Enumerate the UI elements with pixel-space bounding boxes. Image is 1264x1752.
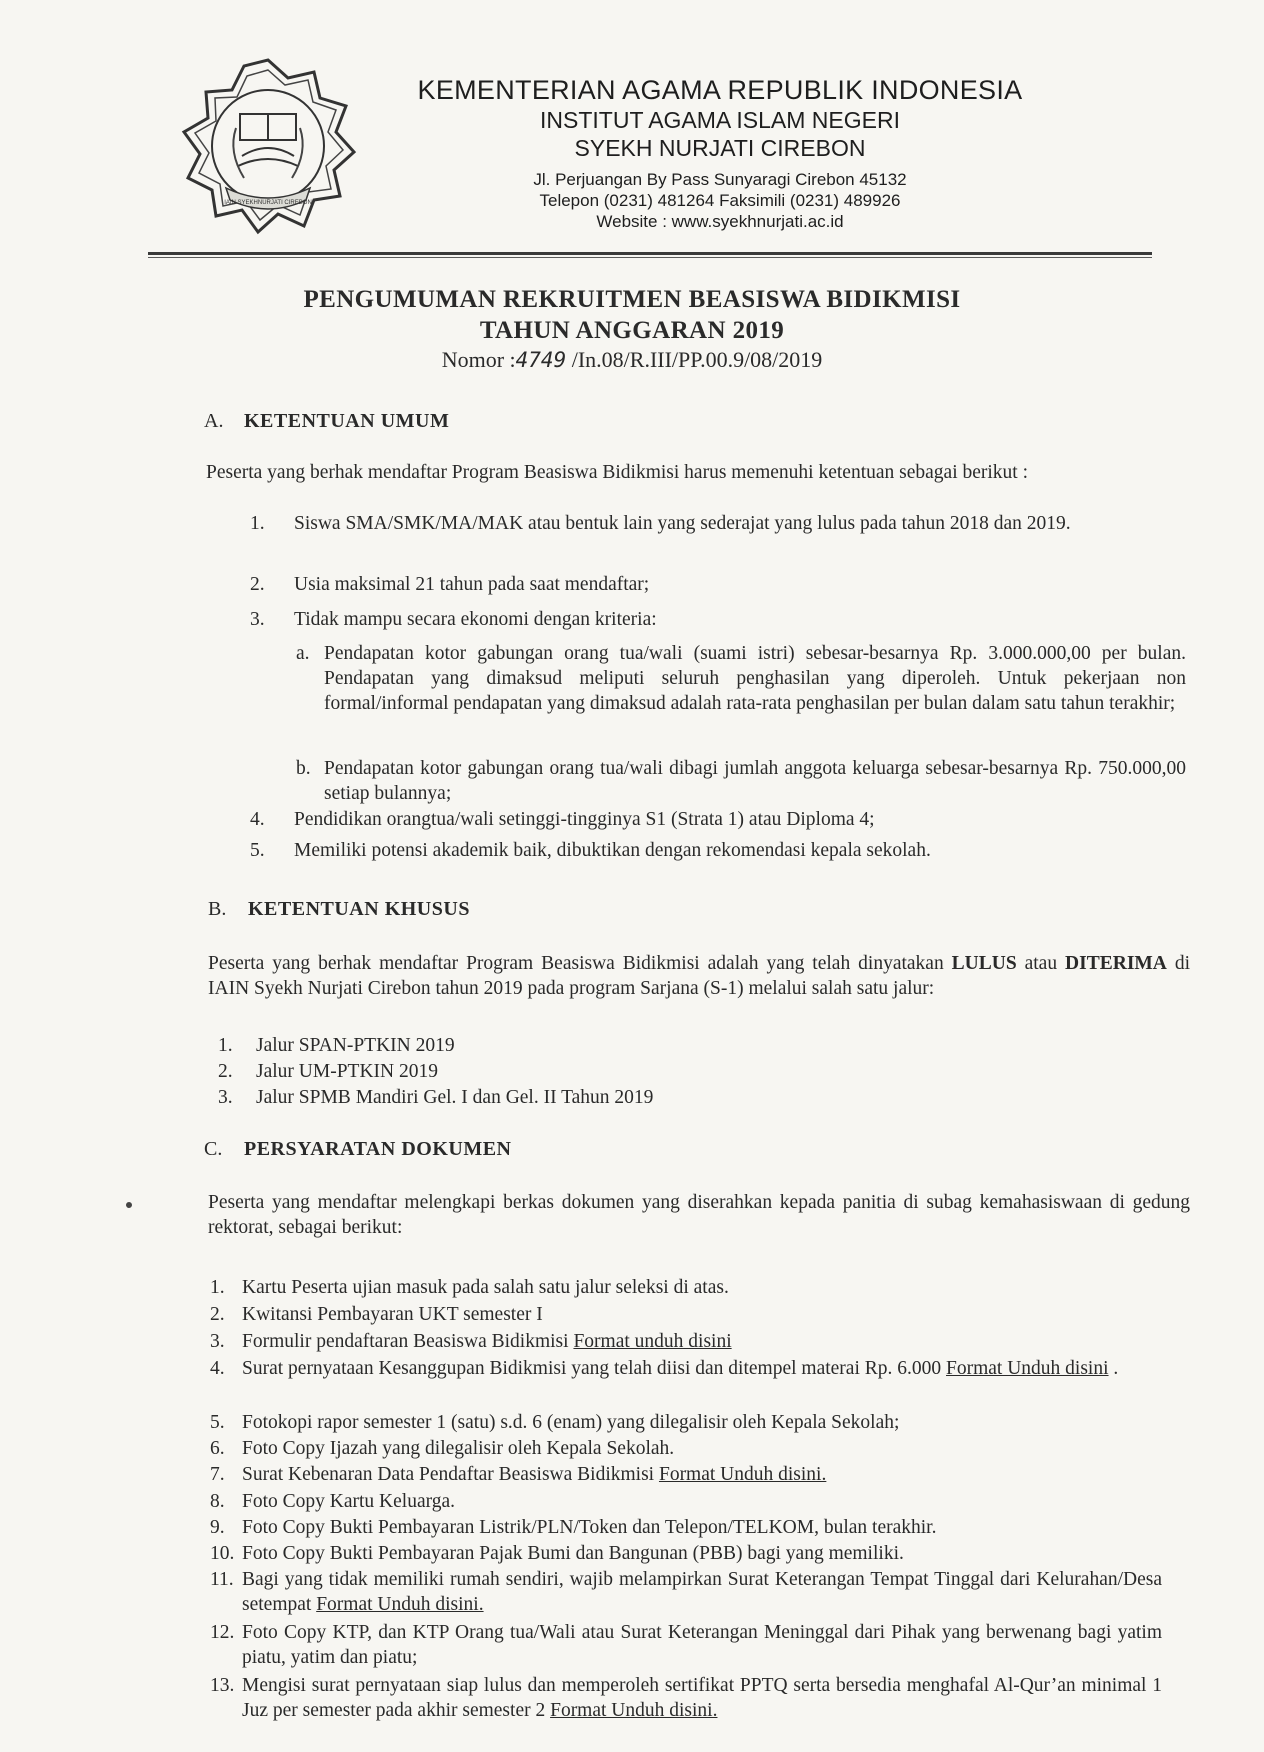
item-text-body: Kartu Peserta ujian masuk pada salah satu jalur seleksi di atas. <box>242 1277 729 1298</box>
item-text: Jalur SPMB Mandiri Gel. I dan Gel. II Tahun 2019 <box>256 1087 654 1108</box>
letterhead-divider <box>148 252 1152 255</box>
item-text-body: Foto Copy Ijazah yang dilegalisir oleh Kepala Sekolah. <box>242 1438 675 1459</box>
item-number: 4. <box>210 1358 225 1379</box>
item-text <box>242 1515 1162 1540</box>
item-text: Pendidikan orangtua/wali setinggi-tingginya S1 (Strata 1) atau Diploma 4; <box>294 809 875 830</box>
item-text: Memiliki potensi akademik baik, dibuktikan dengan rekomendasi kepala sekolah. <box>294 840 931 861</box>
section-c-intro: Peserta yang mendaftar melengkapi berkas dokumen yang diserahkan kepada panitia di subag kemahasiswaan di gedung rektorat, sebagai berikut: <box>208 1192 1190 1238</box>
item-number: 3. <box>210 1331 225 1352</box>
item-text-body: Kwitansi Pembayaran UKT semester I <box>242 1304 543 1325</box>
intro-text: di IAIN Syekh Nurjati Cirebon tahun 2019 pada program Sarjana (S-1) melalui salah satu jalur: <box>208 953 1191 999</box>
item-number: 3. <box>250 609 265 630</box>
intro-text: Peserta yang berhak mendaftar Program Beasiswa Bidikmisi adalah yang telah dinyatakan <box>208 953 952 974</box>
item-text-body: Foto Copy KTP, dan KTP Orang tua/Wali atau Surat Keterangan Meninggal dari Pihak yang berwenang bagi yatim piatu, yatim dan piatu; <box>242 1622 1162 1668</box>
download-link[interactable]: Format Unduh disini. <box>316 1594 484 1615</box>
phone-fax: Telepon (0231) 481264 Faksimili (0231) 489926 <box>539 191 901 210</box>
item-number: 10. <box>210 1543 235 1564</box>
download-link[interactable]: Format Unduh disini <box>946 1358 1109 1379</box>
section-a-letter: A. <box>204 410 224 432</box>
item-text <box>242 1329 1162 1354</box>
campus-name: SYEKH NURJATI CIREBON <box>574 135 866 161</box>
item-text: Siswa SMA/SMK/MA/MAK atau bentuk lain yang sederajat yang lulus pada tahun 2018 dan 2019. <box>294 513 1071 534</box>
logo-ribbon-text: IAIN SYEKHNURJATI CIREBON <box>224 200 312 206</box>
number-handwritten: 4749 <box>515 348 567 372</box>
item-number: 3. <box>218 1087 233 1108</box>
section-b-title: KETENTUAN KHUSUS <box>248 898 470 920</box>
item-text <box>242 1356 1162 1381</box>
item-number: 9. <box>210 1517 225 1538</box>
item-number: 5. <box>250 840 265 861</box>
item-number: 2. <box>218 1061 233 1082</box>
item-number: 7. <box>210 1464 225 1485</box>
item-text-body: Surat Kebenaran Data Pendaftar Beasiswa Bidikmisi <box>242 1464 659 1485</box>
title-line-2: TAHUN ANGGARAN 2019 <box>479 317 785 344</box>
section-b-heading <box>208 898 470 921</box>
item-text: Tidak mampu secara ekonomi dengan kriteria: <box>294 609 657 630</box>
download-link[interactable]: Format unduh disini <box>573 1331 732 1352</box>
item-text-body: Foto Copy Bukti Pembayaran Listrik/PLN/Token dan Telepon/TELKOM, bulan terakhir. <box>242 1517 937 1538</box>
section-c-heading <box>204 1138 511 1161</box>
section-a-heading <box>204 410 449 433</box>
item-text-body: Formulir pendaftaran Beasiswa Bidikmisi <box>242 1331 574 1352</box>
item-text <box>242 1275 1162 1300</box>
intro-bold-diterima: DITERIMA <box>1065 953 1167 974</box>
item-number: 1. <box>250 513 265 534</box>
download-link[interactable]: Format Unduh disini. <box>550 1700 718 1721</box>
item-text: Usia maksimal 21 tahun pada saat mendaftar; <box>294 574 650 595</box>
intro-text: atau <box>1016 953 1066 974</box>
item-number: 1. <box>218 1035 233 1056</box>
section-c-letter: C. <box>204 1138 223 1160</box>
letterhead-divider-thin <box>148 257 1152 258</box>
item-number: 2. <box>210 1304 225 1325</box>
number-prefix: Nomor : <box>441 347 516 372</box>
announcement-title <box>200 284 1064 374</box>
item-text: Jalur UM-PTKIN 2019 <box>256 1061 438 1082</box>
item-text <box>242 1302 1162 1327</box>
item-text-body: Mengisi surat pernyataan siap lulus dan memperoleh sertifikat PPTQ serta bersedia menghafal Al-Qur’an minimal 1 Juz per semester pada akhir semester 2 <box>242 1675 1162 1721</box>
item-number: 2. <box>250 574 265 595</box>
item-text <box>242 1620 1162 1670</box>
document-number <box>200 346 1064 374</box>
section-a-intro: Peserta yang berhak mendaftar Program Beasiswa Bidikmisi harus memenuhi ketentuan sebagai berikut : <box>206 462 1029 483</box>
item-text <box>242 1567 1162 1617</box>
letterhead <box>370 74 1070 232</box>
item-text-body: Fotokopi rapor semester 1 (satu) s.d. 6 (enam) yang dilegalisir oleh Kepala Sekolah; <box>242 1412 900 1433</box>
item-number: 1. <box>210 1277 225 1298</box>
item-text: Pendapatan kotor gabungan orang tua/wali dibagi jumlah anggota keluarga sebesar-besarnya Rp. 750.000,00 setiap bulannya; <box>324 758 1186 804</box>
item-text-after: . <box>1108 1358 1119 1379</box>
item-number: a. <box>296 643 310 664</box>
title-line-1: PENGUMUMAN REKRUITMEN BEASISWA BIDIKMISI <box>303 286 961 313</box>
item-text: Jalur SPAN-PTKIN 2019 <box>256 1035 455 1056</box>
institute-name: INSTITUT AGAMA ISLAM NEGERI <box>540 107 900 133</box>
section-b-letter: B. <box>208 898 227 920</box>
section-c-title: PERSYARATAN DOKUMEN <box>244 1138 512 1160</box>
item-number: 6. <box>210 1438 225 1459</box>
item-number: 5. <box>210 1412 225 1433</box>
item-number: 12. <box>210 1622 235 1643</box>
download-link[interactable]: Format Unduh disini. <box>658 1464 827 1485</box>
item-text <box>242 1489 1162 1514</box>
item-text-body: Surat pernyataan Kesanggupan Bidikmisi yang telah diisi dan ditempel materai Rp. 6.000 <box>242 1358 947 1379</box>
number-suffix: /In.08/R.III/PP.00.9/08/2019 <box>566 347 823 372</box>
address: Jl. Perjuangan By Pass Sunyaragi Cirebon 45132 <box>533 170 907 189</box>
item-number: b. <box>296 758 311 779</box>
iain-logo-icon <box>178 56 358 236</box>
intro-bold-lulus: LULUS <box>951 953 1017 974</box>
section-b-intro <box>208 951 1190 1001</box>
item-text <box>242 1673 1162 1723</box>
item-number: 4. <box>250 809 265 830</box>
item-number: 13. <box>210 1675 235 1696</box>
scan-speck <box>126 1202 132 1208</box>
item-number: 8. <box>210 1491 225 1512</box>
item-text <box>242 1462 1162 1487</box>
item-text-body: Bagi yang tidak memiliki rumah sendiri, wajib melampirkan Surat Keterangan Tempat Tinggal dari Kelurahan/Desa setempat <box>242 1569 1162 1615</box>
item-text <box>242 1541 1162 1566</box>
item-number: 11. <box>210 1569 234 1590</box>
section-a-title: KETENTUAN UMUM <box>244 410 450 432</box>
item-text-body: Foto Copy Bukti Pembayaran Pajak Bumi dan Bangunan (PBB) bagi yang memiliki. <box>242 1543 904 1564</box>
ministry-name: KEMENTERIAN AGAMA REPUBLIK INDONESIA <box>417 75 1023 105</box>
website: Website : www.syekhnurjati.ac.id <box>596 212 844 231</box>
item-text <box>242 1436 1162 1461</box>
item-text: Pendapatan kotor gabungan orang tua/wali (suami istri) sebesar-besarnya Rp. 3.000.000,00 per bulan. Pendapatan yang dimaksud meliputi seluruh penghasilan yang diperoleh. Untuk pekerjaan non formal/informal pendapatan yang dimaksud adalah rata-rata penghasilan per bulan dalam satu tahun terakhir; <box>324 643 1186 714</box>
item-text <box>242 1410 1162 1435</box>
item-text-body: Foto Copy Kartu Keluarga. <box>242 1491 456 1512</box>
